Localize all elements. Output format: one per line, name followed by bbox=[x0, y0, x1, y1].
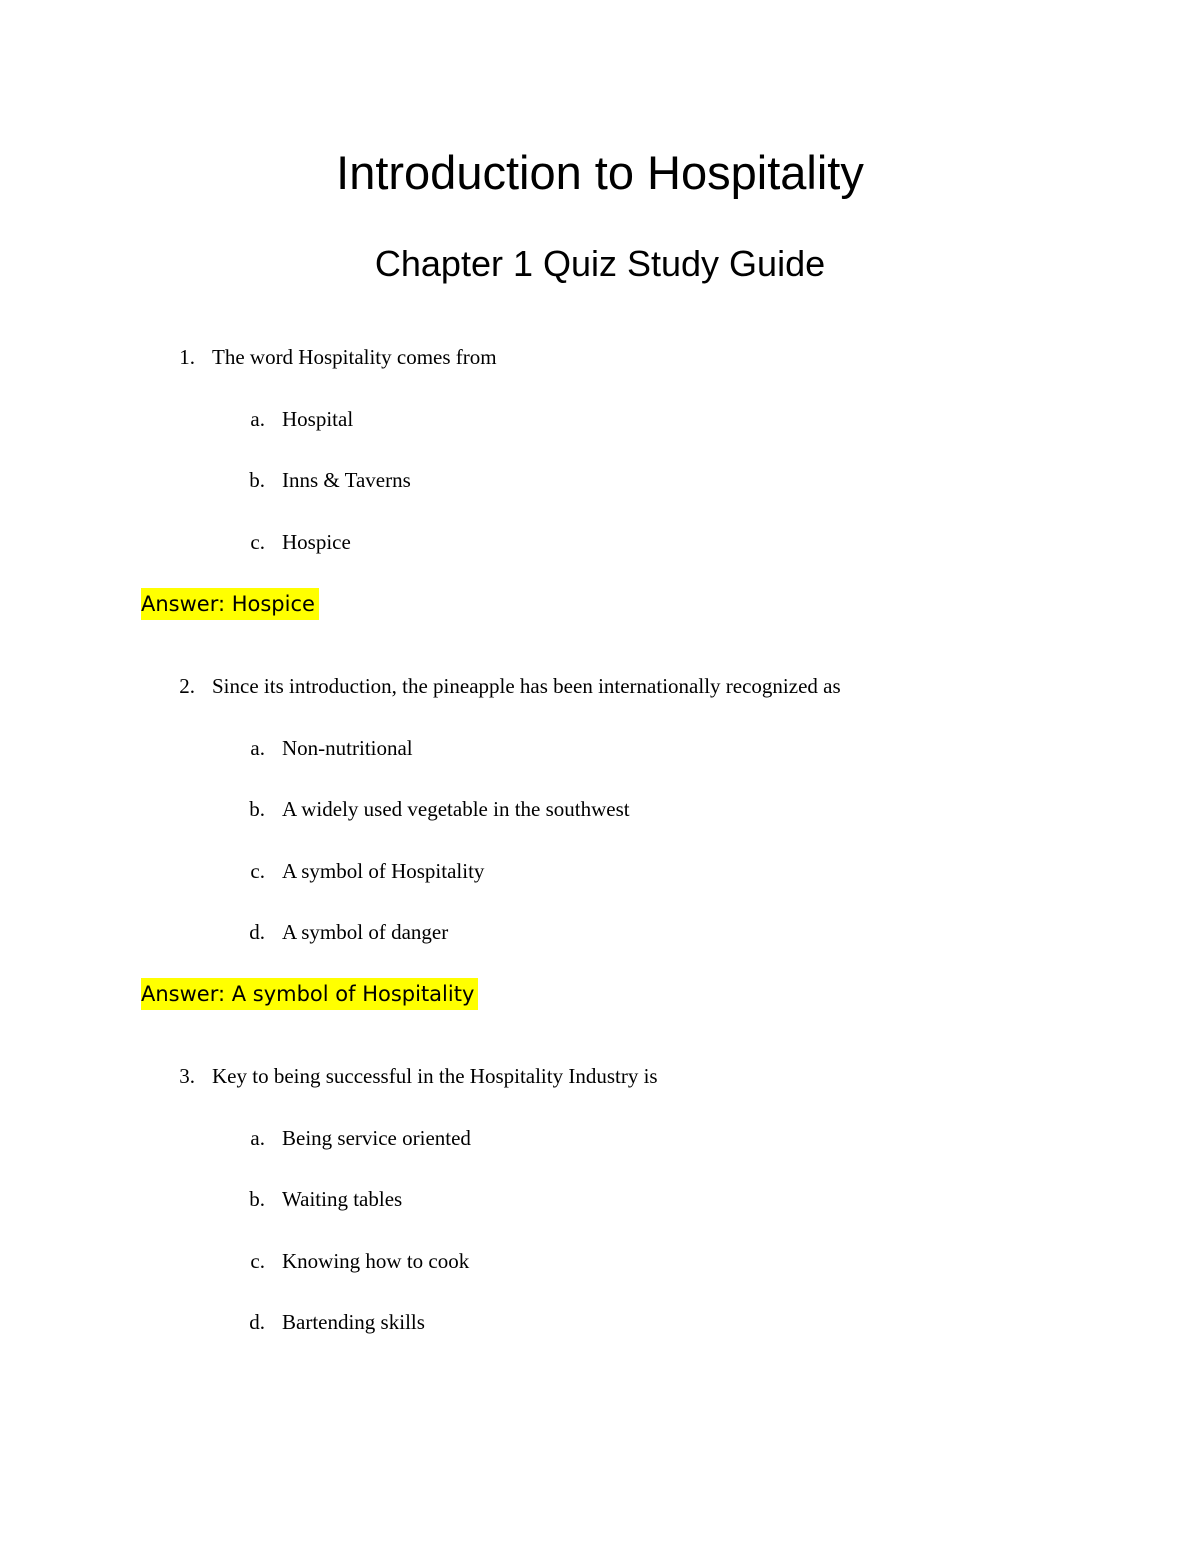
option-text: Hospice bbox=[282, 530, 351, 554]
option-letter: a. bbox=[250, 1126, 265, 1150]
document-title: Introduction to Hospitality bbox=[336, 146, 864, 199]
option-text: A symbol of danger bbox=[282, 920, 449, 944]
question-number: 2. bbox=[179, 674, 195, 698]
question-text: The word Hospitality comes from bbox=[212, 345, 497, 369]
document-subtitle: Chapter 1 Quiz Study Guide bbox=[374, 243, 826, 284]
option-letter: a. bbox=[250, 407, 265, 431]
option-text: Inns & Taverns bbox=[282, 468, 411, 492]
option-text: Being service oriented bbox=[282, 1126, 471, 1150]
question-text: Key to being successful in the Hospitality Industry is bbox=[212, 1064, 658, 1088]
option-letter: d. bbox=[249, 920, 265, 944]
option-letter: b. bbox=[249, 1187, 265, 1211]
answer-highlight: Answer: Hospice bbox=[141, 588, 319, 620]
question-number: 3. bbox=[179, 1064, 195, 1088]
option-letter: a. bbox=[250, 736, 265, 760]
option-text: A symbol of Hospitality bbox=[282, 859, 485, 883]
option-letter: c. bbox=[250, 859, 265, 883]
option-letter: c. bbox=[250, 530, 265, 554]
option-letter: c. bbox=[250, 1249, 265, 1273]
question-number: 1. bbox=[179, 345, 195, 369]
option-letter: d. bbox=[249, 1310, 265, 1334]
question-text: Since its introduction, the pineapple has been internationally recognized as bbox=[212, 674, 841, 698]
answer-highlight: Answer: A symbol of Hospitality bbox=[141, 978, 478, 1010]
option-text: Hospital bbox=[282, 407, 354, 431]
option-text: Bartending skills bbox=[282, 1310, 425, 1334]
option-text: A widely used vegetable in the southwest bbox=[282, 797, 630, 821]
option-letter: b. bbox=[249, 468, 265, 492]
option-text: Non-nutritional bbox=[282, 736, 413, 760]
option-letter: b. bbox=[249, 797, 265, 821]
option-text: Knowing how to cook bbox=[282, 1249, 470, 1273]
option-text: Waiting tables bbox=[282, 1187, 403, 1211]
